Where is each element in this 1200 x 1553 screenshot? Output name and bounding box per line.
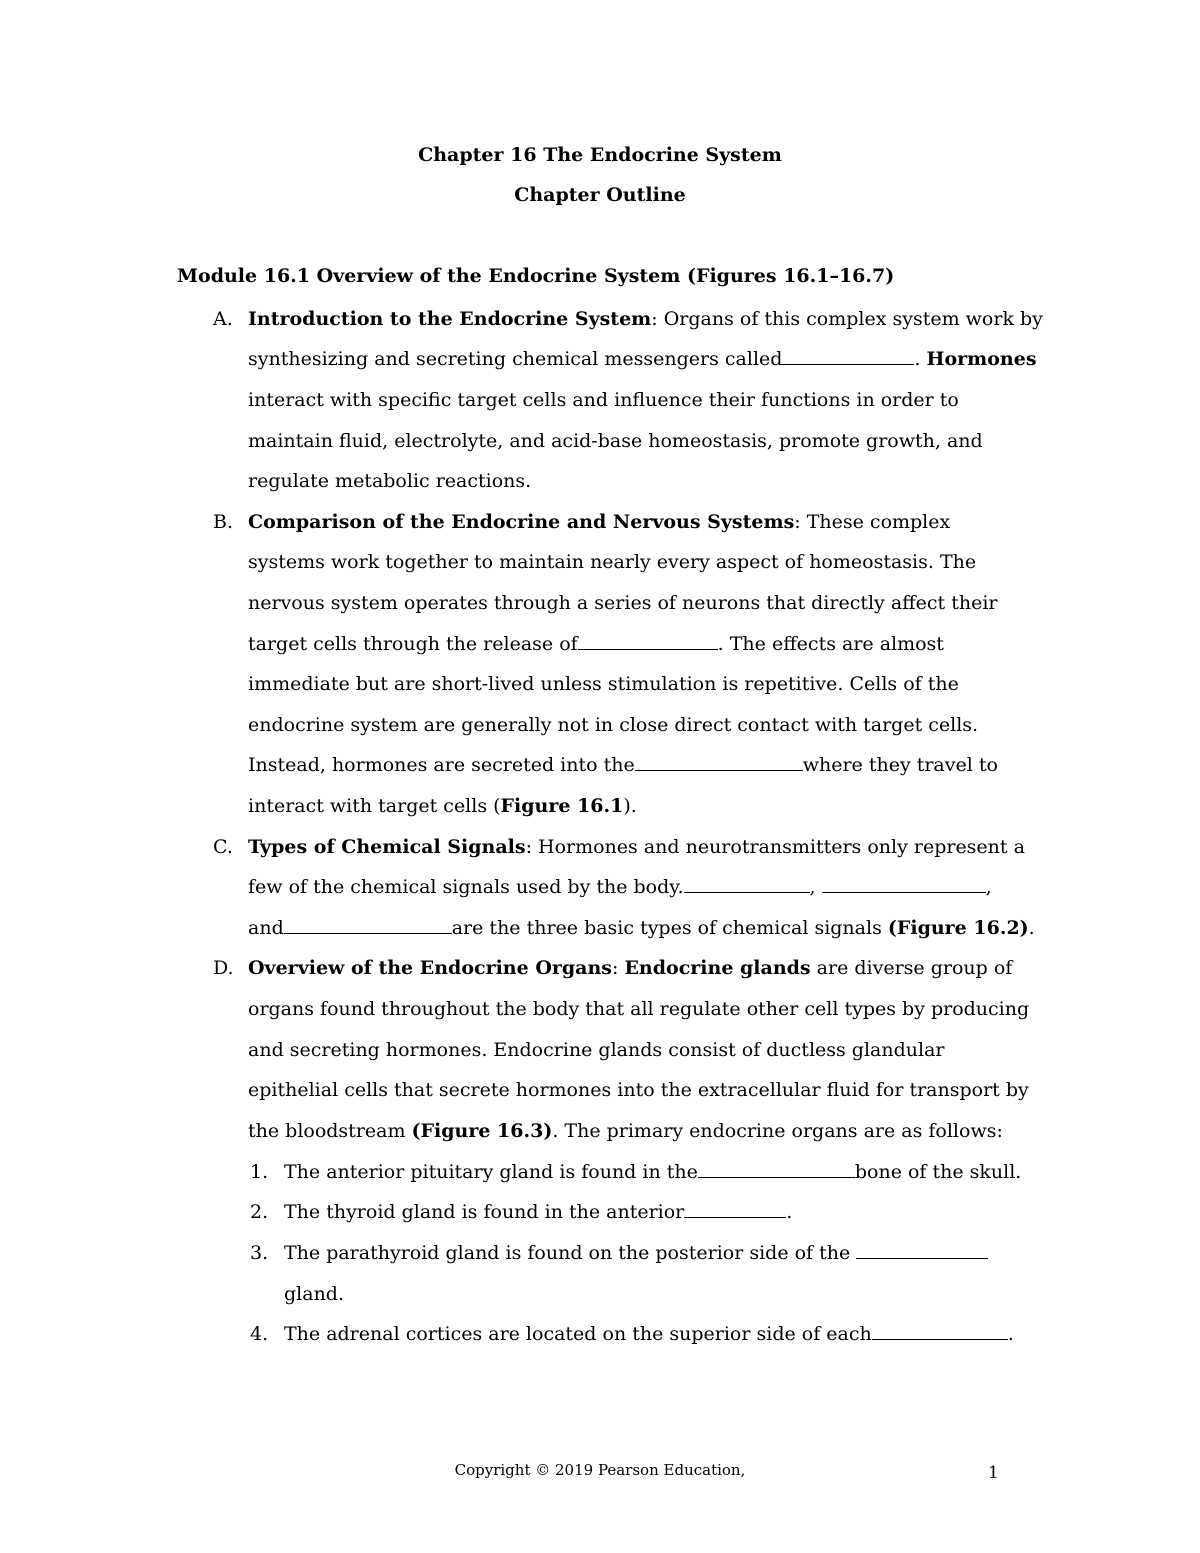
section-c-marker: C.: [213, 836, 233, 858]
section-b-heading: Comparison of the Endocrine and Nervous Systems: [248, 511, 795, 533]
module-heading: Module 16.1 Overview of the Endocrine System (Figures 16.1–16.7): [177, 265, 895, 287]
section-b-line-7: Instead, hormones are secreted into the where they travel to: [248, 754, 998, 776]
section-d-heading: Overview of the Endocrine Organs: [248, 957, 612, 979]
section-b-marker: B.: [213, 511, 234, 533]
section-a-marker: A.: [213, 308, 233, 330]
fill-blank[interactable]: [635, 752, 803, 771]
list-item-3: The parathyroid gland is found on the posterior side of the: [284, 1240, 988, 1266]
section-a-line-5: regulate metabolic reactions.: [248, 470, 532, 492]
section-b-line-2: systems work together to maintain nearly every aspect of homeostasis. The: [248, 551, 977, 573]
list-item-4-marker: 4.: [250, 1323, 269, 1345]
section-b-line-8: interact with target cells (Figure 16.1).: [248, 795, 637, 817]
fill-blank[interactable]: [578, 631, 718, 650]
section-b-line-1: Comparison of the Endocrine and Nervous Systems: These complex: [248, 511, 951, 533]
section-a-line-2: synthesizing and secreting chemical messengers called . Hormones: [248, 348, 1037, 370]
fill-blank[interactable]: [872, 1321, 1008, 1340]
list-item-4: The adrenal cortices are located on the superior side of each .: [284, 1323, 1014, 1345]
section-a-line-1: Introduction to the Endocrine System: Organs of this complex system work by: [248, 308, 1043, 330]
list-item-2-marker: 2.: [250, 1201, 269, 1223]
list-item-2: The thyroid gland is found in the anterior .: [284, 1201, 793, 1223]
fill-blank[interactable]: [822, 874, 986, 893]
fill-blank[interactable]: [856, 1240, 988, 1259]
section-b-line-5: immediate but are short-lived unless stimulation is repetitive. Cells of the: [248, 673, 959, 695]
copyright-footer: Copyright © 2019 Pearson Education,: [454, 1461, 746, 1479]
section-c-heading: Types of Chemical Signals: [248, 836, 526, 858]
section-d-line-3: and secreting hormones. Endocrine glands consist of ductless glandular: [248, 1039, 945, 1061]
fill-blank[interactable]: [684, 874, 810, 893]
fill-blank[interactable]: [782, 346, 914, 365]
section-d-line-5: the bloodstream (Figure 16.3). The primary endocrine organs are as follows:: [248, 1120, 1003, 1142]
section-c-line-2: few of the chemical signals used by the body. , ,: [248, 876, 992, 898]
section-d-marker: D.: [213, 957, 234, 979]
section-d-line-2: organs found throughout the body that all regulate other cell types by producing: [248, 998, 1030, 1020]
section-d-line-4: epithelial cells that secrete hormones into the extracellular fluid for transport by: [248, 1079, 1029, 1101]
chapter-subtitle: Chapter Outline: [514, 184, 686, 206]
section-c-line-1: Types of Chemical Signals: Hormones and neurotransmitters only represent a: [248, 836, 1025, 858]
fill-blank[interactable]: [684, 1199, 786, 1218]
section-a-line-4: maintain fluid, electrolyte, and acid-base homeostasis, promote growth, and: [248, 430, 983, 452]
fill-blank[interactable]: [284, 915, 452, 934]
list-item-3-marker: 3.: [250, 1242, 269, 1264]
section-b-line-4: target cells through the release of . The effects are almost: [248, 633, 944, 655]
section-d-line-1: Overview of the Endocrine Organs: Endocrine glands are diverse group of: [248, 957, 1013, 979]
list-item-1: The anterior pituitary gland is found in the bone of the skull.: [284, 1161, 1022, 1183]
section-c-line-3: and are the three basic types of chemical signals (Figure 16.2).: [248, 917, 1035, 939]
fill-blank[interactable]: [698, 1159, 855, 1178]
section-a-heading: Introduction to the Endocrine System: [248, 308, 652, 330]
list-item-3-continuation: gland.: [284, 1283, 345, 1305]
list-item-1-marker: 1.: [250, 1161, 269, 1183]
chapter-title: Chapter 16 The Endocrine System: [418, 144, 782, 166]
section-b-line-3: nervous system operates through a series of neurons that directly affect their: [248, 592, 998, 614]
page-number: 1: [988, 1463, 999, 1483]
section-a-line-3: interact with specific target cells and influence their functions in order to: [248, 389, 959, 411]
section-b-line-6: endocrine system are generally not in close direct contact with target cells.: [248, 714, 979, 736]
